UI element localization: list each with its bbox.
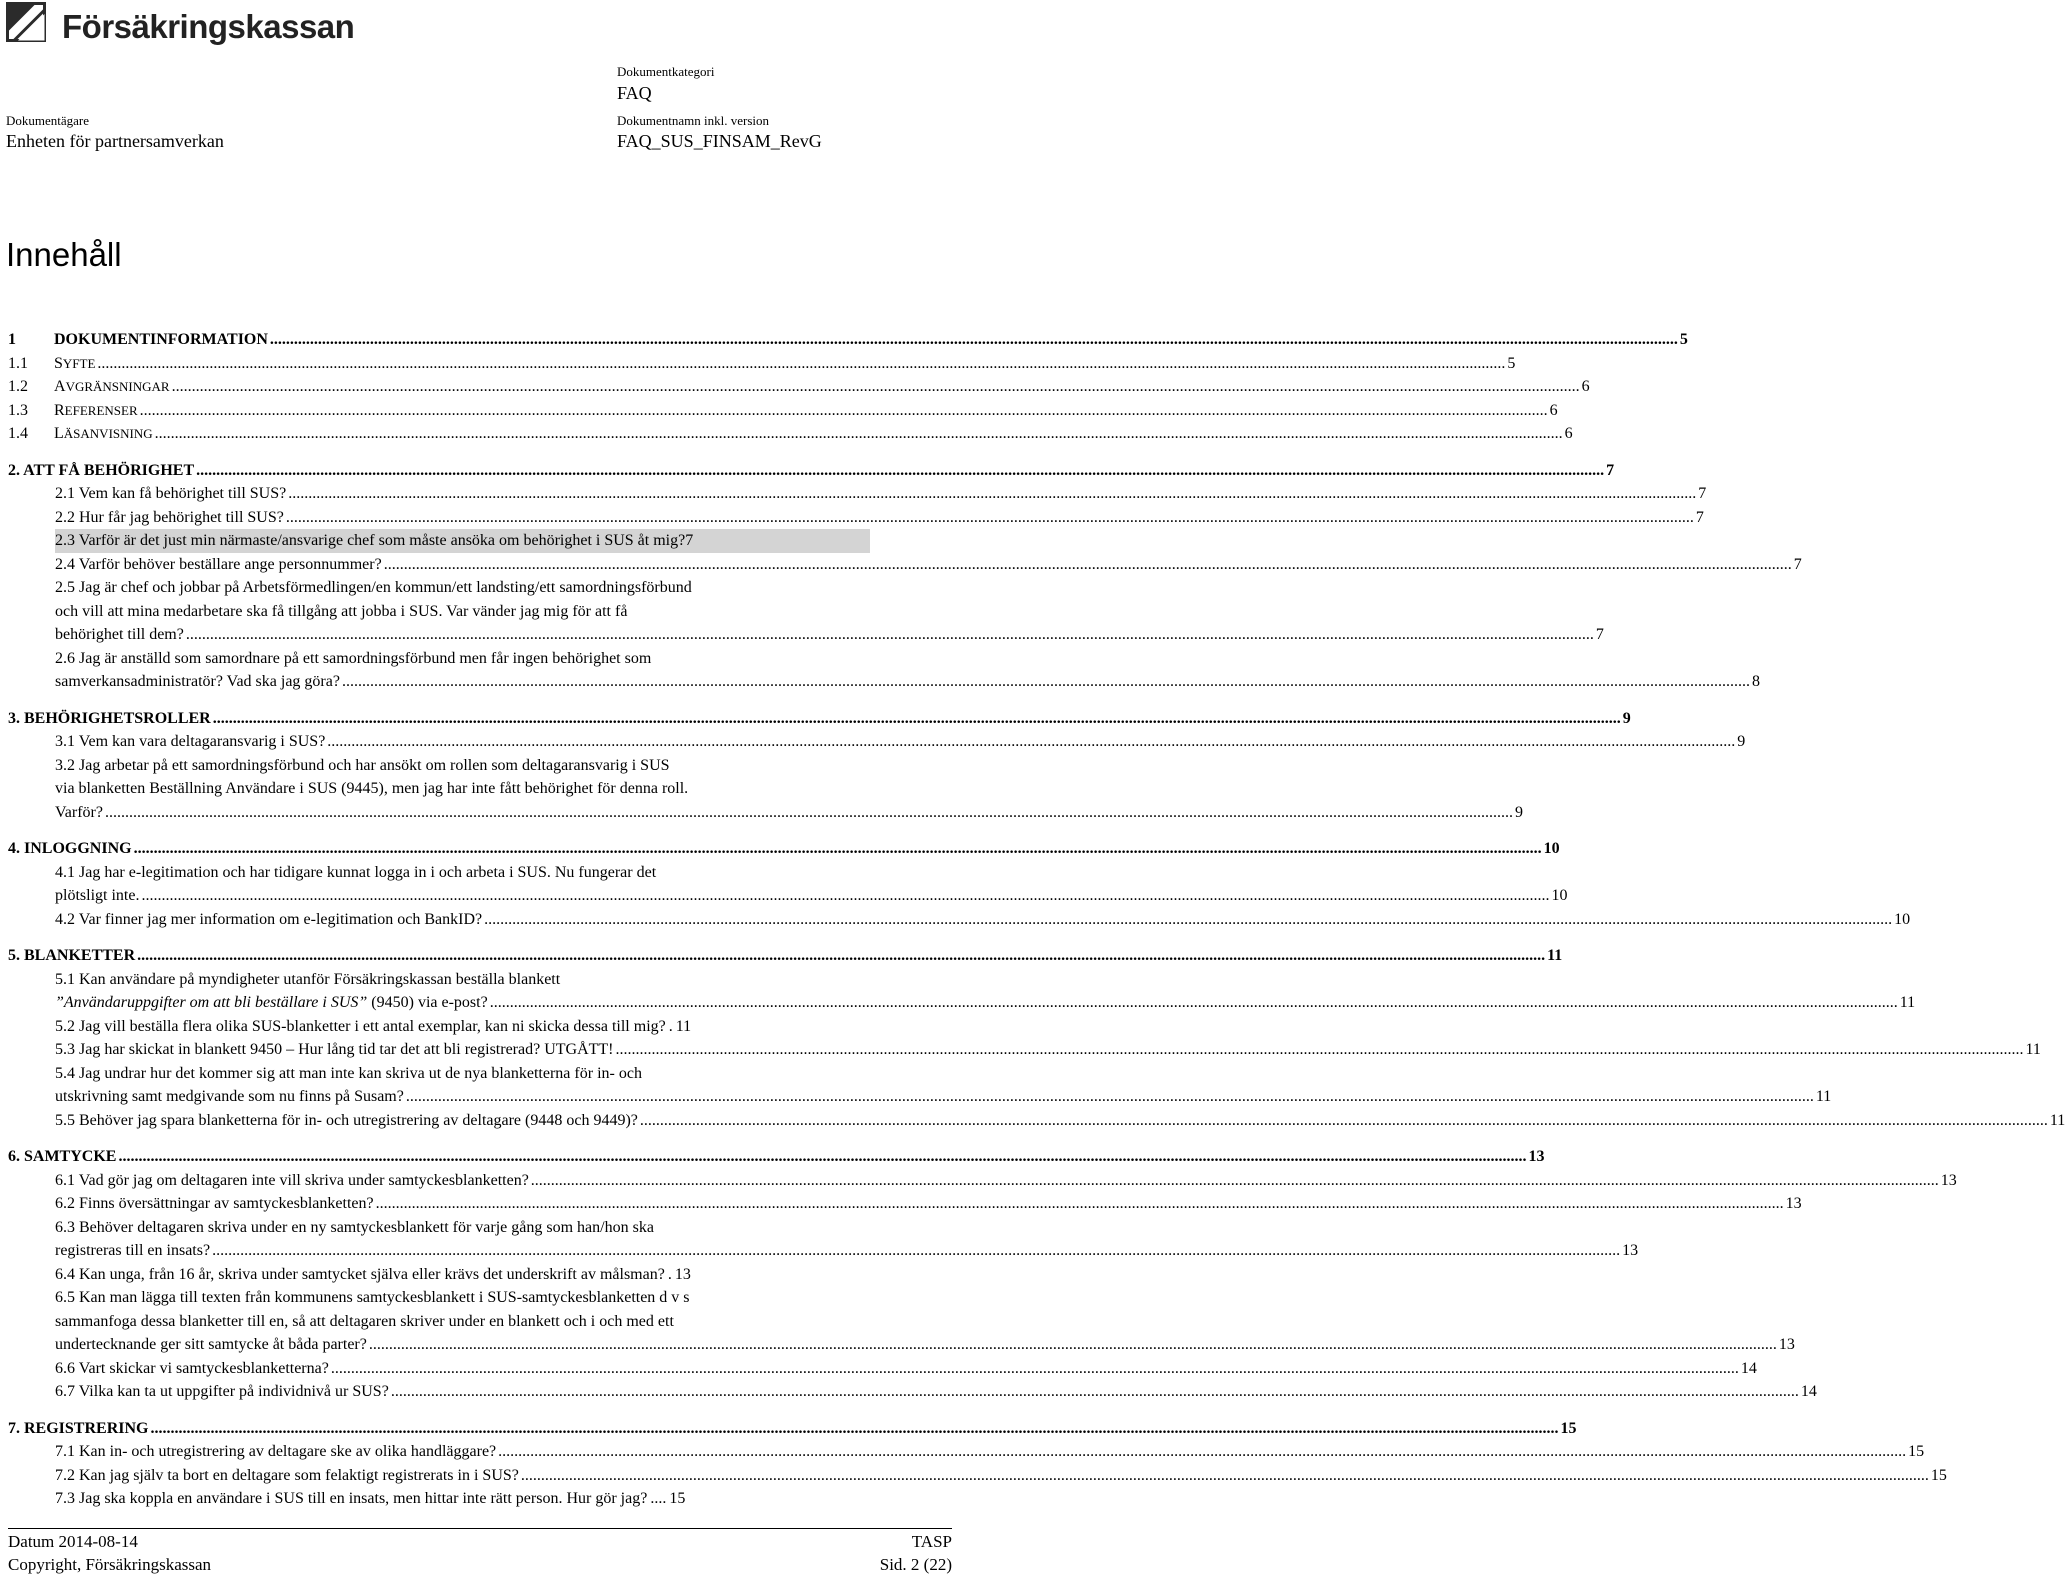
docname-value: FAQ_SUS_FINSAM_RevG — [617, 131, 822, 151]
toc-entry-title: DOKUMENTINFORMATION — [54, 331, 268, 348]
toc-entry-title: 7.1 Kan in- och utregistrering av deltagare ske av olika handläggare? — [55, 1443, 497, 1460]
toc-entry-page: 11 — [2025, 1041, 2041, 1058]
toc-entry-page: 9 — [1737, 733, 1746, 750]
toc-entry-2-1[interactable] — [8, 482, 1707, 506]
toc-title: Innehåll — [6, 236, 122, 273]
footer-copyright: Copyright, Försäkringskassan — [8, 1555, 212, 1574]
toc-entry-page: 14 — [1800, 1383, 1817, 1400]
toc-entry-title-line: Varför? — [55, 803, 103, 821]
toc-entry-title-line: (9450) via e-post? — [367, 994, 488, 1011]
toc-entry-7[interactable] — [8, 1417, 1577, 1441]
toc-entry-title: 5.2 Jag vill beställa flera olika SUS-blanketter i ett antal exemplar, kan ni skicka dessa till mig? — [55, 1017, 666, 1035]
toc-entry-6-1[interactable] — [8, 1169, 1957, 1193]
toc-entry-5-4[interactable] — [8, 1062, 1832, 1109]
toc-entry-4[interactable] — [8, 837, 1560, 861]
toc-entry-page: 14 — [1740, 1359, 1757, 1377]
toc-entry-page: 13 — [1528, 1148, 1545, 1165]
footer-divider — [8, 1528, 952, 1529]
toc-entry-4-1[interactable] — [8, 861, 1568, 908]
toc-entry-page: 11 — [1547, 947, 1563, 964]
toc-entry-number: 1 — [8, 331, 16, 348]
toc-entry-title: 6.4 Kan unga, från 16 år, skriva under samtycket själva eller krävs det underskrift av målsman? — [55, 1265, 665, 1283]
toc-entry-1-1[interactable] — [8, 352, 1516, 376]
toc-entry-page: 9 — [1622, 709, 1631, 727]
toc-entry-1-3[interactable] — [8, 399, 1558, 423]
toc-entry-title-line: 6.5 Kan man lägga till texten från kommunens samtyckesblankett i SUS-samtyckesblanketten d v s — [55, 1289, 690, 1306]
toc-entry-title-line: och vill att mina medarbetare ska få tillgång att jobba i SUS. Var vänder jag mig för att få — [55, 602, 628, 620]
toc-entry-page: 11 — [1815, 1088, 1832, 1105]
toc-entry-2-2[interactable] — [8, 506, 1704, 530]
toc-entry-title: 2.1 Vem kan få behörighet till SUS? — [55, 485, 287, 502]
toc-entry-6-7[interactable] — [8, 1380, 1817, 1404]
toc-entry-title-line: samverkansadministratör? Vad ska jag göra? — [55, 673, 340, 690]
category-value: FAQ — [617, 83, 652, 103]
toc-entry-title-line: 4.1 Jag har e-legitimation och har tidigare kunnat logga in i och arbeta i SUS. Nu fungerar det — [55, 863, 657, 881]
toc-entry-title: 6. SAMTYCKE — [8, 1148, 117, 1165]
toc-entry-page: 7 — [1698, 485, 1707, 502]
toc-entry-title: VGRÄNSNINGAR — [65, 379, 170, 394]
toc-entry-number: 1.3 — [8, 401, 28, 419]
toc-entry-page: 13 — [1778, 1336, 1795, 1353]
toc-entry-title: 6.2 Finns översättningar av samtyckesblanketten? — [55, 1195, 374, 1212]
category-label: Dokumentkategori — [617, 64, 715, 79]
footer-code: TASP — [911, 1532, 952, 1551]
toc-entry-page: 13 — [674, 1265, 691, 1283]
toc-entry-2-5[interactable] — [8, 576, 1604, 647]
owner-value: Enheten för partnersamverkan — [6, 131, 224, 151]
toc-entry-title: 2. ATT FÅ BEHÖRIGHET — [8, 461, 195, 479]
toc-entry-page: 15 — [1560, 1419, 1577, 1437]
toc-entry-title: 3.1 Vem kan vara deltagaransvarig i SUS? — [55, 733, 326, 750]
toc-entry-title: 6.6 Vart skickar vi samtyckesblanketterna? — [55, 1359, 329, 1377]
toc-entry-title-initial: R — [54, 401, 65, 419]
toc-entry-page: 13 — [1785, 1195, 1802, 1212]
toc-entry-page: 9 — [1514, 803, 1523, 821]
toc-entry-2[interactable] — [8, 459, 1615, 483]
toc-entry-page: 7 — [1793, 555, 1802, 573]
footer-page-number: Sid. 2 (22) — [879, 1555, 952, 1574]
toc-entry-title-line: undertecknande ger sitt samtycke åt båda parter? — [55, 1336, 367, 1353]
toc-entry-number: 1.1 — [8, 354, 28, 372]
toc-entry-page: 6 — [1549, 401, 1558, 419]
toc-entry-title-line: registreras till en insats? — [55, 1242, 211, 1259]
toc-entry-page: 6 — [1581, 378, 1590, 395]
toc-entry-page: 10 — [1543, 840, 1560, 857]
toc-entry-page: 6 — [1564, 425, 1573, 442]
toc-entry-page: 7 — [1695, 508, 1704, 526]
toc-entry-title: ÄSANVISNING — [63, 426, 153, 441]
toc-entry-title: 6.1 Vad gör jag om deltagaren inte vill skriva under samtyckesblanketten? — [55, 1171, 529, 1189]
toc-entry-1[interactable] — [8, 328, 1688, 352]
toc-entry-title-line: 2.5 Jag är chef och jobbar på Arbetsförmedlingen/en kommun/ett landsting/ett samordningsförbund — [55, 579, 692, 596]
toc-entry-title: 3. BEHÖRIGHETSROLLER — [8, 709, 211, 727]
toc-entry-title: 7. REGISTRERING — [8, 1419, 149, 1437]
toc-entry-title-line: behörighet till dem? — [55, 626, 184, 643]
toc-entry-5-3[interactable] — [8, 1038, 2041, 1062]
toc-entry-title-line: 3.2 Jag arbetar på ett samordningsförbund och har ansökt om rollen som deltagaransvarig i SUS — [55, 756, 670, 774]
toc-entry-number: 1.4 — [8, 425, 28, 442]
toc-entry-page: 11 — [1899, 994, 1916, 1011]
toc-entry-title: 5.5 Behöver jag spara blanketterna för in- och utregistrering av deltagare (9448 och 9449)? — [55, 1111, 638, 1129]
toc-entry-page: 15 — [1908, 1443, 1925, 1460]
toc-entry-7-1[interactable] — [8, 1440, 1925, 1464]
owner-label: Dokumentägare — [6, 113, 90, 128]
toc-entry-title: YFTE — [62, 355, 96, 371]
footer-date: Datum 2014-08-14 — [8, 1532, 138, 1551]
toc-entry-3[interactable] — [8, 707, 1631, 731]
toc-entry-title-line: 6.3 Behöver deltagaren skriva under en ny samtyckesblankett för varje gång som han/hon ska — [55, 1218, 654, 1236]
brand-name: Försäkringskassan — [62, 8, 355, 45]
toc-entry-1-4[interactable] — [8, 422, 1573, 446]
toc-entry-5[interactable] — [8, 944, 1563, 968]
toc-entry-page: 11 — [2049, 1111, 2065, 1129]
toc-entry-page: 13 — [1940, 1171, 1957, 1189]
toc-entry-title: 5. BLANKETTER — [8, 947, 136, 964]
toc-entry-title-line: via blanketten Beställning Användare i SUS (9445), men jag har inte fått behörighet för denna roll. — [55, 780, 689, 797]
toc-entry-7-2[interactable] — [8, 1464, 1947, 1488]
toc-entry-3-2[interactable] — [8, 754, 1523, 825]
toc-entry-title: 7.2 Kan jag själv ta bort en deltagare som felaktigt registrerats in i SUS? — [55, 1466, 519, 1484]
toc-entry-title-line: 5.1 Kan användare på myndigheter utanför Försäkringskassan beställa blankett — [55, 970, 561, 988]
toc-entry-page: 8 — [1751, 673, 1760, 690]
toc-entry-6-3[interactable] — [8, 1216, 1639, 1263]
toc-entry-title-initial: L — [54, 425, 64, 442]
toc-entry-6-2[interactable] — [8, 1192, 1802, 1216]
toc-entry-title: 5.3 Jag har skickat in blankett 9450 – Hur lång tid tar det att bli registrerad? UTGÅTT! — [55, 1041, 614, 1058]
toc-entry-page: 5 — [1507, 354, 1516, 372]
toc-entry-5-5[interactable] — [8, 1109, 2065, 1133]
toc-entry-title: 7.3 Jag ska koppla en användare i SUS till en insats, men hittar inte rätt person. Hur gör jag? — [55, 1490, 648, 1507]
toc-entry-5-2[interactable]: 5.2 Jag vill beställa flera olika SUS-blanketter i ett antal exemplar, kan ni skicka dessa till mig? . 11 — [8, 1015, 870, 1039]
table-of-contents — [8, 328, 2065, 1511]
toc-entry-title-line: utskrivning samt medgivande som nu finns på Susam? — [55, 1088, 404, 1105]
toc-entry-page: 7 — [1595, 626, 1604, 643]
toc-entry-title: 6.7 Vilka kan ta ut uppgifter på individnivå ur SUS? — [55, 1383, 389, 1400]
toc-entry-title-initial: S — [54, 354, 63, 372]
toc-entry-title-line: 5.4 Jag undrar hur det kommer sig att man inte kan skriva ut de nya blanketterna för in- och — [55, 1064, 642, 1082]
toc-entry-title: 2.4 Varför behöver beställare ange personnummer? — [55, 555, 382, 573]
toc-entry-page: 11 — [675, 1017, 692, 1035]
toc-entry-title: 2.3 Varför är det just min närmaste/ansvarige chef som måste ansöka om behörighet i SUS åt mig? — [55, 532, 686, 549]
toc-entry-7-3[interactable]: 7.3 Jag ska koppla en användare i SUS till en insats, men hittar inte rätt person. Hur gör jag? .... 15 — [8, 1487, 870, 1511]
toc-entry-6-5[interactable] — [8, 1286, 1795, 1357]
toc-entry-6-4[interactable]: 6.4 Kan unga, från 16 år, skriva under samtycket själva eller krävs det underskrift av målsman? . 13 — [8, 1263, 870, 1287]
toc-entry-1-2[interactable] — [8, 375, 1590, 399]
logo-icon — [6, 2, 46, 42]
toc-entry-title: 4. INLOGGNING — [8, 840, 132, 857]
toc-entry-page: 15 — [669, 1490, 686, 1507]
toc-entry-title-line: plötsligt inte. — [55, 887, 140, 904]
docname-label: Dokumentnamn inkl. version — [617, 113, 770, 128]
toc-entry-page: 7 — [685, 532, 694, 549]
toc-entry-title: EFERENSER — [64, 402, 138, 418]
toc-entry-6[interactable] — [8, 1145, 1545, 1169]
toc-entry-number: 1.2 — [8, 378, 28, 395]
toc-entry-title-initial: A — [54, 378, 66, 395]
toc-entry-page: 5 — [1679, 331, 1688, 348]
toc-entry-title: 2.2 Hur får jag behörighet till SUS? — [55, 508, 284, 526]
toc-entry-3-1[interactable] — [8, 730, 1746, 754]
form-name: ”Användaruppgifter om att bli beställare i SUS” — [55, 994, 368, 1011]
toc-entry-5-1[interactable] — [8, 968, 1916, 1015]
toc-entry-title-line: sammanfoga dessa blanketter till en, så att deltagaren skriver under en blankett och i och med ett — [55, 1312, 674, 1330]
toc-entry-2-6[interactable] — [8, 647, 1760, 694]
toc-entry-page: 10 — [1894, 910, 1911, 928]
toc-entry-6-6[interactable] — [8, 1357, 1757, 1381]
toc-entry-title: 4.2 Var finner jag mer information om e-legitimation och BankID? — [55, 910, 483, 928]
toc-entry-page: 7 — [1606, 461, 1615, 479]
toc-entry-2-3[interactable] — [8, 529, 870, 553]
toc-entry-page: 13 — [1622, 1242, 1639, 1259]
toc-entry-4-2[interactable] — [8, 908, 1911, 932]
toc-entry-page: 10 — [1551, 887, 1568, 904]
toc-entry-title-line: 2.6 Jag är anställd som samordnare på ett samordningsförbund men får ingen behörighet som — [55, 649, 652, 667]
toc-entry-2-4[interactable] — [8, 553, 1802, 577]
toc-entry-page: 15 — [1930, 1466, 1947, 1484]
